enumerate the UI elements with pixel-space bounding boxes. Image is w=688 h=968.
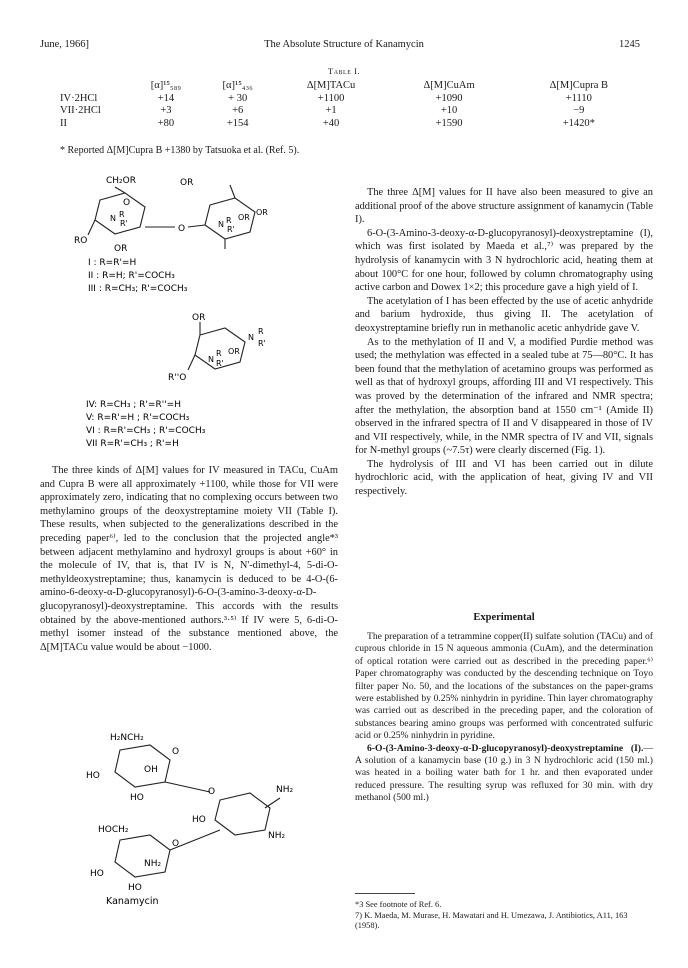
- chem-label: NH₂: [268, 831, 286, 841]
- experimental-text: [355, 631, 653, 805]
- chem-label: HO: [86, 771, 100, 781]
- table-header-row: [60, 80, 648, 93]
- paragraph: The acetylation of I has been effected by the use of acetic anhydride and barium hydroxide, thus giving II. The acetylation of deoxystreptamine briefly run in methanolic acetic anhydride gave V.: [355, 295, 653, 334]
- table-row: [60, 118, 648, 131]
- table-cell: +1100: [317, 92, 345, 104]
- paragraph: 6-O-(3-Amino-3-deoxy-α-D-glucopyranosyl)-deoxystreptamine (I), which was first isolated by Maeda et al.,⁷⁾ was prepared by the hydrolysis of kanamycin with 3 N hydrochloric acid, heating them at about 100°C for one hour, followed by column chromatography using active carbon and Dowex 1×2; this procedure gave a high yield of I.: [355, 227, 653, 294]
- chem-label: N: [218, 220, 224, 229]
- chem-label: O: [172, 747, 180, 757]
- legend-line: V: R=R'=H ; R'=COCH₃: [86, 413, 190, 423]
- paragraph: As to the methylation of II and V, a modified Purdie method was used; the methylation was effected in a sealed tube at 75—80°C. It has been found that the methylation of acetamino groups was performed as well as that of hydroxyl groups, affording III and VI respectively. This was proved by the determination of the infrared and NMR spectra; after the methylation, the absorption band at 1550 cm⁻¹ (Amide II) observed in the infrared spectra of II and V disappeared in those of IV and VII respectively, while, in the NMR spectra of IV and VII, signals for N-methyl groups (~7.5τ) were clearly discerned (Fig. 1).: [355, 336, 653, 457]
- table-col-header: [α]¹⁵₅₈₉: [150, 80, 182, 91]
- table-cell: +80: [157, 117, 175, 129]
- table-col-header: [α]¹⁵₄₃₆: [222, 80, 253, 91]
- paragraph: The three kinds of Δ[M] values for IV measured in TACu, CuAm and Cupra B were all approximately +1100, while those for VII were approximately zero, indicating that no complexing occurs between two methylamino groups of the deoxystreptamine moiety VII (Table I). These results, when subjected to the generalizations described in the preceding paper⁶⁾, led to the conclusion that the projected angle*³ between adjacent methylamino and hydroxyl groups is about +60° in the molecule of IV, that is, that IV is N, N'-dimethyl-4, 5-di-O-methyldeoxystreptamine; thus, kanamycin is deduced to be 4-O-(6-amino-6-deoxy-α-D-glucopyranosyl)-6-O-(3-amino-3-deoxy-α-D-glucopyranosyl)-deoxystreptamine. This accords with the results obtained by the above-mentioned authors.³·⁵⁾ If IV were 5, 6-di-O-methyl isomer instead of the substance mentioned above, the Δ[M]TACu value would be about −1000.: [40, 465, 338, 653]
- paragraph: The preparation of a tetrammine copper(II) sulfate solution (TACu) and of cuprous chloride in 15 N aqueous ammonia (CuAm), and the determination of optical rotation were carried out as described in the preceding paper.⁶⁾ Paper chromatography was conducted by the descending technique on Toyo filter paper No. 50, and the locations of the substances on the paper-grams were established by 0.25% ninhydrin in pyridine. Thin layer chromatography was carried out as described in the preceding paper, and the coloration of substances bearing amino groups was performed with concentrated sulfuric acid or 0.25% ninhydrin in pyridine.: [355, 631, 653, 742]
- chem-label: R: [119, 210, 125, 219]
- table-cell: +1110: [565, 92, 592, 104]
- chem-label: OR: [228, 347, 240, 356]
- chem-label: O: [208, 787, 216, 797]
- legend-line: VI : R=R'=CH₃ ; R'=COCH₃: [86, 426, 206, 436]
- chem-label: R': [227, 225, 235, 234]
- table-col-header: Δ[M]TACu: [306, 80, 356, 91]
- chem-label: O: [172, 839, 180, 849]
- paragraph: The three Δ[M] values for II have also been measured to give an additional proof of the above structure assignment of kanamycin (Table I).: [355, 187, 653, 226]
- compound-name: Kanamycin: [106, 896, 159, 907]
- section-heading: Experimental: [473, 612, 535, 623]
- chem-label: R': [258, 339, 266, 348]
- paragraph: [355, 743, 653, 805]
- chem-label: N: [248, 333, 254, 342]
- running-header-title: The Absolute Structure of Kanamycin: [264, 39, 424, 50]
- chem-label: H₂NCH₂: [110, 733, 144, 743]
- table-row-label: VII·2HCl: [60, 105, 101, 116]
- chem-label: HO: [192, 815, 206, 825]
- chem-label: CH₂OR: [106, 176, 136, 186]
- table-cell: +6: [232, 105, 244, 116]
- chem-label: HO: [128, 883, 142, 893]
- chem-label: R: [226, 216, 232, 225]
- chem-label: NH₂: [276, 785, 294, 795]
- rotation-table: [60, 80, 648, 130]
- paragraph-body: —A solution of a kanamycin base (10 g.) in 3 N hydrochloric acid (150 ml.) was heated in a boiling water bath for 1 hr. and then evaporated under reduced pressure. The resulting syrup was refluxed for 30 min. with dry methanol (500 ml.): [355, 742, 653, 804]
- chem-label: NH₂: [144, 859, 162, 869]
- kanamycin-structure: [70, 730, 340, 910]
- left-column-text: [40, 464, 338, 654]
- table-cell: +1090: [435, 92, 463, 104]
- table-cell: + 30: [228, 92, 248, 104]
- chem-label: N: [208, 355, 214, 364]
- table-cell: +3: [160, 105, 172, 116]
- table-cell: +14: [157, 92, 175, 104]
- table-row-label: IV·2HCl: [60, 92, 98, 104]
- table-col-header: Δ[M]CuAm: [423, 80, 475, 91]
- legend-line: IV: R=CH₃ ; R'=R''=H: [86, 400, 181, 410]
- chem-label: HO: [90, 869, 104, 879]
- chem-label: OR: [238, 213, 250, 222]
- chem-label: O: [178, 224, 186, 234]
- table-cell: +154: [226, 117, 249, 129]
- table-cell: +40: [322, 117, 340, 129]
- table-row: [60, 105, 648, 118]
- legend-line: VII R=R'=CH₃ ; R'=H: [86, 439, 179, 449]
- structure-diagram-2: [80, 310, 340, 455]
- chem-label: HOCH₂: [98, 825, 129, 835]
- compound-heading: 6-O-(3-Amino-3-deoxy-α-D-glucopyranosyl)-deoxystreptamine (I).: [367, 742, 644, 754]
- chem-label: OR: [256, 208, 268, 217]
- table-caption: Table I.: [328, 66, 360, 76]
- paragraph: The hydrolysis of III and VI has been carried out in dilute hydrochloric acid, with the application of heat, giving IV and VII respectively.: [355, 458, 653, 498]
- chem-label: OR: [180, 178, 194, 188]
- table-row-label: II: [60, 117, 67, 129]
- chem-label: OR: [114, 244, 128, 254]
- right-column-text: [355, 186, 653, 499]
- legend-line: I : R=R'=H: [88, 258, 137, 268]
- running-header-date: June, 1966]: [40, 39, 89, 50]
- chem-label: OH: [144, 765, 158, 775]
- footnote-divider: [355, 893, 415, 894]
- legend-line: III : R=CH₃; R'=COCH₃: [88, 284, 188, 294]
- page-number: 1245: [619, 39, 640, 50]
- table-cell: +10: [440, 105, 458, 116]
- table-row: [60, 93, 648, 106]
- chem-label: R: [216, 349, 222, 358]
- table-cell: +1420*: [562, 117, 595, 129]
- chem-label: OR: [192, 313, 206, 323]
- chem-label: R''O: [168, 373, 187, 383]
- chem-label: R': [216, 359, 224, 368]
- table-cell: +1590: [435, 117, 463, 129]
- legend-line: II : R=H; R'=COCH₃: [88, 271, 175, 281]
- table-cell: −9: [573, 105, 585, 116]
- chem-label: O: [123, 198, 131, 208]
- footnote: 7) K. Maeda, M. Murase, H. Mawatari and H. Umezawa, J. Antibiotics, A11, 163 (1958).: [355, 910, 628, 931]
- footnote: *3 See footnote of Ref. 6.: [355, 900, 442, 909]
- chem-label: R': [120, 219, 128, 228]
- chem-label: HO: [130, 793, 144, 803]
- chem-label: RO: [74, 236, 88, 246]
- footnotes: [355, 900, 653, 932]
- chem-label: R: [258, 327, 264, 336]
- table-cell: +1: [325, 105, 337, 116]
- structure-diagram-1: [70, 165, 340, 305]
- table-footnote: * Reported Δ[M]Cupra B +1380 by Tatsuoka et al. (Ref. 5).: [60, 145, 300, 156]
- chem-label: N: [110, 214, 116, 223]
- table-col-header: Δ[M]Cupra B: [549, 80, 608, 91]
